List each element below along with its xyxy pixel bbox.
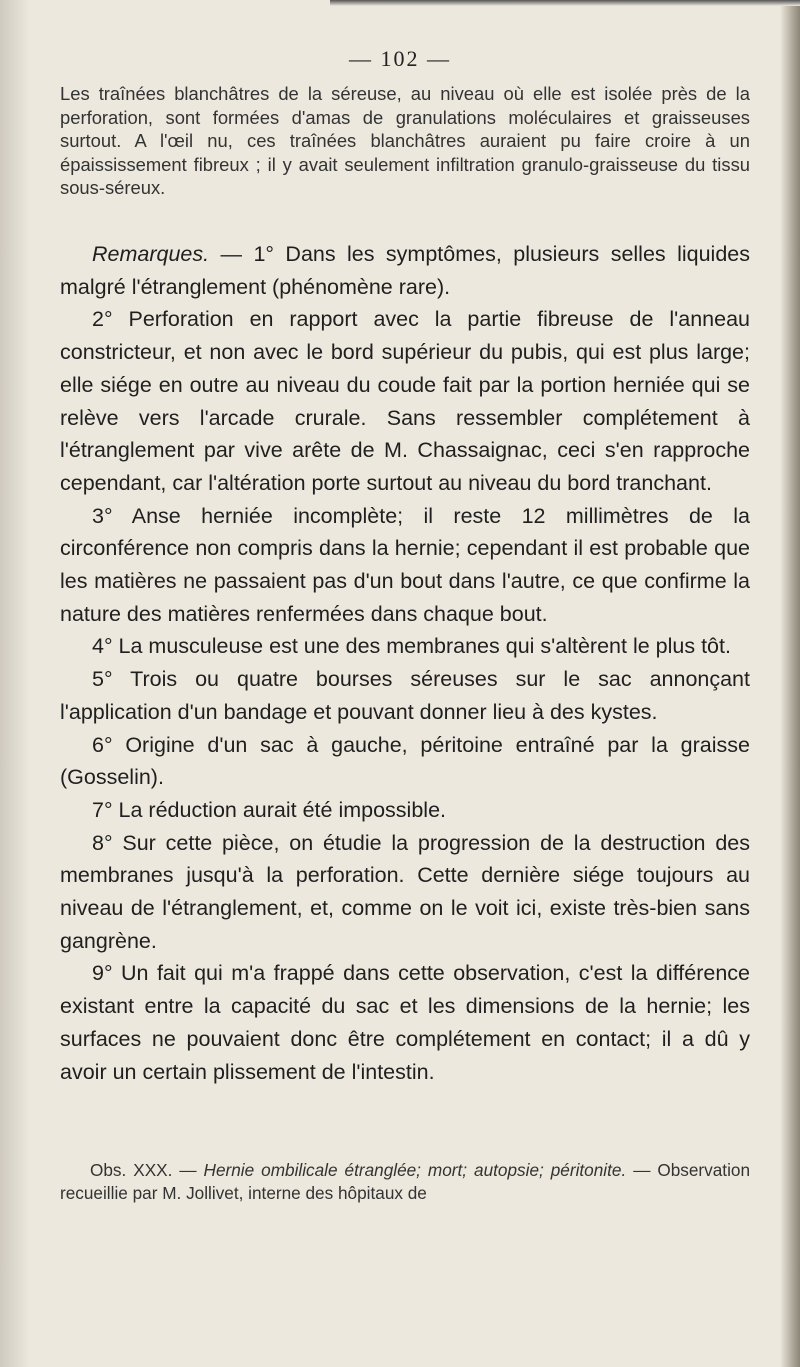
remark-4: 4° La musculeuse est une des membranes qui s'altèrent le plus tôt. xyxy=(92,634,731,659)
remark-1-text: — 1° Dans les symptômes, plusieurs selles liquides malgré l'étranglement (phénomène rare). xyxy=(60,242,750,299)
remark-9: 9° Un fait qui m'a frappé dans cette observation, c'est la différence existant entre la capacité du sac et les dimensions de la hernie; les surfaces ne pouvaient donc être complétement en contact; il a dû y avoir un certain plissement de l'intestin. xyxy=(60,961,750,1084)
remark-5: 5° Trois ou quatre bourses séreuses sur le sac annonçant l'application d'un bandage et pouvant donner lieu à des kystes. xyxy=(60,667,750,724)
observation-text: — Observation recueillie par M. Jollivet, interne des hôpitaux de xyxy=(60,1160,751,1203)
page-top-edge xyxy=(330,0,800,6)
remark-8: 8° Sur cette pièce, on étudie la progression de la destruction des membranes jusqu'à la perforation. Cette dernière siége toujours au niveau de l'étranglement, et, comme on le voit ici, existe très-bien sans gangrène. xyxy=(60,830,750,953)
page-number: — 102 — xyxy=(349,46,451,71)
remark-1 xyxy=(60,238,750,303)
remark-7: 7° La réduction aurait été impossible. xyxy=(92,797,446,822)
page-gutter-shadow xyxy=(0,0,30,1367)
observation-title: Hernie ombilicale étranglée; mort; autopsie; péritonite. xyxy=(203,1160,627,1180)
remark-3: 3° Anse herniée incomplète; il reste 12 millimètres de la circonférence non compris dans la hernie; cependant il est probable que les matières ne passaient pas d'un bout dans l'autre, ce que confirme la nature des matières renfermées dans chaque bout. xyxy=(60,503,750,626)
remark-6: 6° Origine d'un sac à gauche, péritoine entraîné par la graisse (Gosselin). xyxy=(60,732,750,790)
intro-paragraph: Les traînées blanchâtres de la séreuse, au niveau où elle est isolée près de la perforation, sont formées d'amas de granulations moléculaires et graisseuses surtout. A l'œil nu, ces traînées blanchâtres auraient pu faire croire à un épaississement fibreux ; il y avait seulement infiltration granulo-graisseuse du tissu sous-séreux. xyxy=(60,83,750,198)
observation-label: Obs. XXX. xyxy=(90,1160,173,1180)
remarks-section xyxy=(60,238,750,1088)
page-edge xyxy=(780,0,800,1367)
observation-heading xyxy=(60,1159,750,1205)
observation-dash: — xyxy=(172,1160,204,1180)
remarks-label: Remarques. xyxy=(92,242,210,266)
remark-2: 2° Perforation en rapport avec la partie fibreuse de l'anneau constricteur, et non avec le bord supérieur du pubis, qui est plus large; elle siége en outre au niveau du coude fait par la portion herniée qui se relève vers l'arcade crurale. Sans ressembler complétement à l'étranglement par vive arête de M. Chassaignac, ceci s'en rapproche cependant, car l'altération porte surtout au niveau du bord tranchant. xyxy=(60,307,750,495)
